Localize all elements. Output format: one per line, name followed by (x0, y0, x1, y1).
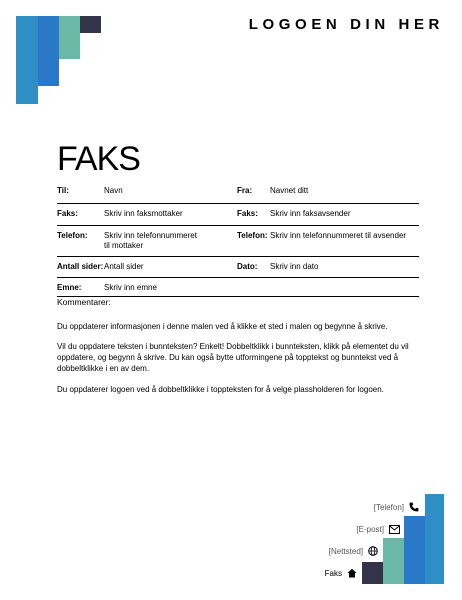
footer-website[interactable]: [Nettsted] (328, 547, 363, 556)
row-divider (57, 225, 419, 226)
row-divider (57, 256, 419, 257)
page-count-field[interactable]: Antall sider (104, 262, 144, 271)
header-bar-navy (80, 16, 101, 33)
footer-bar-teal (383, 538, 404, 584)
footer-fax[interactable]: Faks (324, 569, 342, 578)
comments-paragraph[interactable]: Vil du oppdatere teksten i bunnteksten? Enkelt! Dobbeltklikk i bunnteksten, klikk på elementet du vil oppdatere, og begynn å skrive. Du kan også bytte utformingene på topptekst og bunntekst ved å dobbeltklikke i en av dem. (57, 342, 409, 373)
phone-to-field-line1[interactable]: Skriv inn telefonnummeret (104, 231, 197, 240)
date-label: Dato: (237, 262, 258, 271)
fax-to-label: Faks: (57, 209, 78, 218)
page-count-label: Antall sider: (57, 262, 104, 271)
footer-email[interactable]: [E-post] (356, 525, 384, 534)
footer-phone[interactable]: [Telefon] (373, 503, 404, 512)
header-bar-teal (59, 16, 80, 59)
phone-to-field-line2[interactable]: til mottaker (104, 241, 144, 250)
date-field[interactable]: Skriv inn dato (270, 262, 319, 271)
logo-placeholder[interactable]: LOGOEN DIN HER (248, 16, 444, 33)
fax-from-field[interactable]: Skriv inn faksavsender (270, 209, 351, 218)
phone-icon (408, 501, 420, 513)
subject-field[interactable]: Skriv inn emne (104, 283, 157, 292)
home-icon (346, 567, 358, 579)
header-bar-light-blue (16, 16, 38, 104)
to-label: Til: (57, 186, 69, 195)
phone-to-label: Telefon: (57, 231, 88, 240)
fax-from-label: Faks: (237, 209, 258, 218)
from-field[interactable]: Navnet ditt (270, 186, 309, 195)
to-field[interactable]: Navn (104, 186, 123, 195)
phone-from-field[interactable]: Skriv inn telefonnummeret til avsender (270, 231, 407, 240)
comments-label: Kommentarer: (57, 297, 111, 307)
fax-to-field[interactable]: Skriv inn faksmottaker (104, 209, 183, 218)
envelope-icon (388, 523, 400, 535)
subject-label: Emne: (57, 283, 82, 292)
globe-icon (367, 545, 379, 557)
header-bar-blue (38, 16, 59, 86)
row-divider (57, 203, 419, 204)
page-title: FAKS (57, 140, 140, 178)
comments-paragraph[interactable]: Du oppdaterer logoen ved å dobbeltklikke i toppteksten for å velge plassholderen for logoen. (57, 385, 384, 394)
footer-bar-navy (362, 562, 383, 584)
footer-bar-blue (404, 516, 425, 584)
comments-paragraph[interactable]: Du oppdaterer informasjonen i denne malen ved å klikke et sted i malen og begynne å skrive. (57, 322, 388, 331)
phone-from-label: Telefon: (237, 231, 268, 240)
from-label: Fra: (237, 186, 253, 195)
footer-bar-light-blue (425, 494, 444, 584)
row-divider (57, 277, 419, 278)
row-divider (57, 296, 419, 297)
